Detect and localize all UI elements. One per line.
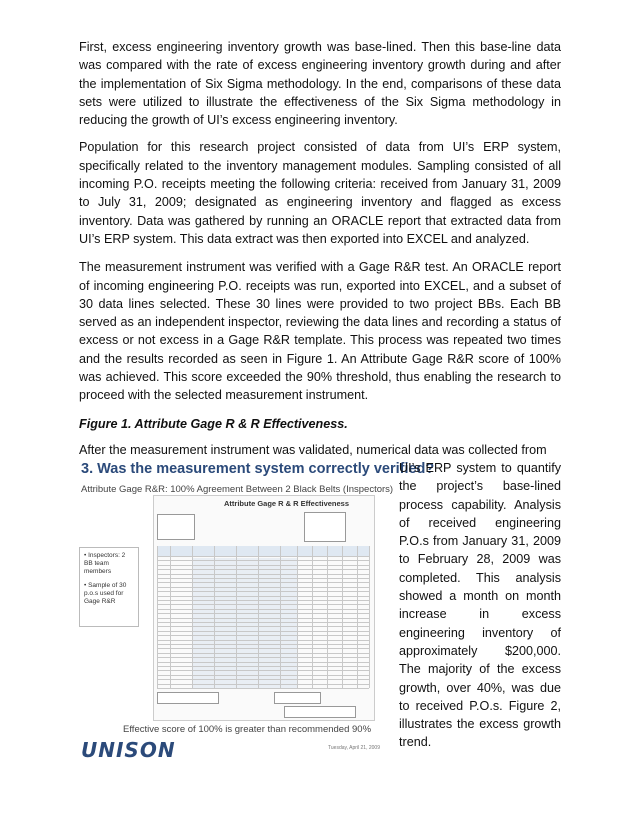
paragraph-baseline: First, excess engineering inventory growth was base-lined. Then this base-line data was compared with the rate of excess engineering inventory growth during and after the implementation of Six Sigma methodology. In the end, comparisons of these data sets were utilized to illustrate the effectiveness of the Six Sigma methodology in reducing the growth of UI’s excess engineering inventory.: [79, 40, 561, 128]
grid-col-line: [297, 546, 298, 688]
grid-row-line: [157, 556, 369, 557]
form-score-box: [284, 706, 356, 718]
grid-row-line: [157, 666, 369, 667]
gage-rr-form: [153, 495, 375, 721]
paragraph-side: UI’s ERP system to quantify the project’s base-lined process capability. Analysis of received engineering P.O.s from January 31, 2009 to February 28, 2009 was completed. This analysis showed a month on month increase in excess engineering inventory of approximately $200,000. The majority of the excess growth, over 40%, was due to received P.O.s. Figure 2, illustrates the excess growth trend.: [399, 460, 561, 750]
form-score-box: [274, 692, 321, 704]
grid-row-line: [157, 600, 369, 601]
grid-row-line: [157, 596, 369, 597]
paragraph-population: Population for this research project consisted of data from UI’s ERP system, specifically related to the inventory management modules. Sampling consisted of all incoming P.O. receipts meeting the following criteria: received from January 31, 2009 to July 31, 2009; designated as engineering inventory and flagged as excess inventory. Data was gathered by running an ORACLE report that extracted data from UI’s ERP system. This data extract was then exported into EXCEL and analyzed.: [79, 140, 561, 246]
figure-caption: Figure 1. Attribute Gage R & R Effectiveness.: [79, 416, 348, 431]
grid-row-line: [157, 657, 369, 658]
grid-col-line: [369, 546, 370, 688]
grid-row-line: [157, 675, 369, 676]
grid-row-line: [157, 670, 369, 671]
grid-row-line: [157, 648, 369, 649]
grid-row-line: [157, 569, 369, 570]
grid-row-line: [157, 631, 369, 632]
grid-row-line: [157, 640, 369, 641]
grid-row-line: [157, 644, 369, 645]
slide-bullet: • Inspectors: 2 BB team members: [84, 551, 126, 575]
slide-bullet: • Sample of 30 p.o.s used for Gage R&R: [84, 581, 127, 605]
grid-col-line: [342, 546, 343, 688]
document-page: [79, 38, 561, 762]
grid-row-line: [157, 688, 369, 689]
figure-slide-image: [79, 459, 435, 762]
slide-footer: Effective score of 100% is greater than recommended 90%: [123, 723, 372, 735]
grid-col-line: [357, 546, 358, 688]
grid-col-line: [312, 546, 313, 688]
grid-row-line: [157, 565, 369, 566]
grid-col-line: [157, 546, 158, 688]
grid-col-line: [258, 546, 259, 688]
grid-row-line: [157, 679, 369, 680]
slide-title: 3. Was the measurement system correctly verified?: [81, 460, 435, 477]
grid-row-line: [157, 635, 369, 636]
slide-subtitle: Attribute Gage R&R: 100% Agreement Between 2 Black Belts (Inspectors): [81, 483, 394, 495]
grid-row-line: [157, 560, 369, 561]
grid-row-line: [157, 574, 369, 575]
grid-row-line: [157, 587, 369, 588]
form-score-box: [157, 692, 219, 704]
grid-row-line: [157, 609, 369, 610]
paragraph-after-lead: After the measurement instrument was validated, numerical data was collected from: [79, 442, 547, 457]
figure-wrap: [79, 459, 561, 762]
grid-col-line: [170, 546, 171, 688]
form-info-box: [304, 512, 346, 542]
grid-col-line: [214, 546, 215, 688]
grid-row-line: [157, 626, 369, 627]
grid-row-line: [157, 684, 369, 685]
grid-row-line: [157, 591, 369, 592]
grid-row-line: [157, 613, 369, 614]
slide-bullets-box: [79, 547, 139, 627]
form-title: Attribute Gage R & R Effectiveness: [224, 498, 350, 508]
grid-row-line: [157, 618, 369, 619]
grid-row-line: [157, 653, 369, 654]
grid-row-line: [157, 662, 369, 663]
grid-col-line: [327, 546, 328, 688]
slide-date: Tuesday, April 21, 2009: [328, 744, 380, 751]
grid-col-line: [236, 546, 237, 688]
form-header-row: [157, 546, 369, 556]
grid-row-line: [157, 582, 369, 583]
grid-row-line: [157, 604, 369, 605]
unison-logo: UNISON: [81, 737, 176, 762]
grid-row-line: [157, 578, 369, 579]
grid-col-line: [280, 546, 281, 688]
grid-col-line: [192, 546, 193, 688]
form-info-box: [157, 514, 195, 540]
grid-row-line: [157, 622, 369, 623]
paragraph-measurement: The measurement instrument was verified with a Gage R&R test. An ORACLE report of incoming engineering P.O. receipts was run, exported into EXCEL, and a subset of 30 data lines selected. These 30 lines were provided to two project BBs. Each BB served as an independent inspector, reviewing the data lines and recording a status of excess or not excess in a Gage R&R template. This process was repeated two times and the results recorded as seen in Figure 1. An Attribute Gage R&R score of 100% was achieved. This score exceeded the 90% threshold, thus enabling the research to proceed with the selected measurement instrument.: [79, 260, 561, 403]
